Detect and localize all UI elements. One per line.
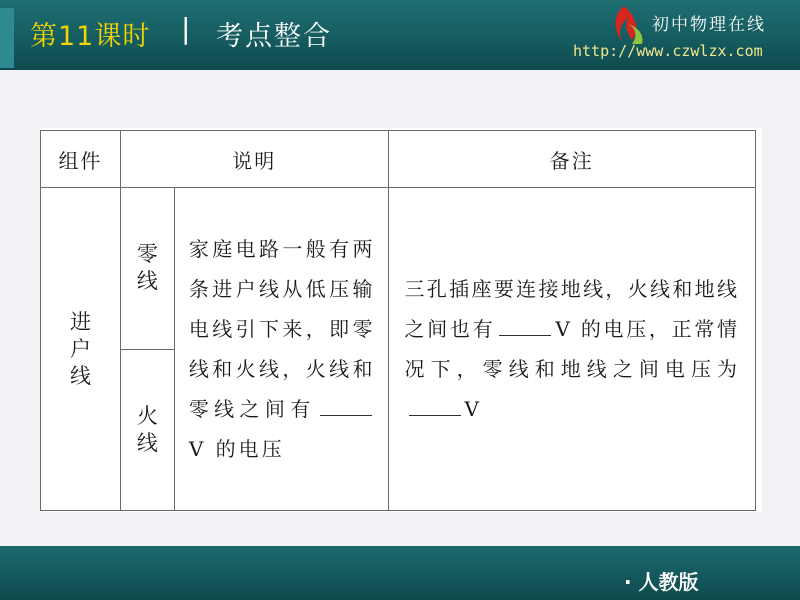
header-component: 组件 — [41, 131, 121, 188]
header-accent-stripe — [0, 8, 14, 68]
note-cell — [388, 188, 755, 511]
row-label-live: 火线 — [136, 403, 158, 455]
fill-blank — [499, 317, 551, 336]
note-text-2: V 的电压，正常情况下，零线和地线之间电压为 — [404, 317, 739, 381]
group-label: 进户线 — [69, 309, 91, 388]
description-unit: V 的电压 — [188, 437, 285, 461]
site-name: 初中物理在线 — [652, 15, 766, 35]
note-text-3: V — [464, 397, 481, 421]
row-label-neutral: 零线 — [136, 242, 158, 294]
note-text-1: 三孔插座要连接地线，火线和地线之间也有 — [404, 277, 739, 341]
row-name-cell — [120, 188, 174, 350]
description-cell — [174, 188, 388, 511]
edition-label: · 人教版 — [624, 570, 699, 594]
table-header-row — [41, 131, 756, 188]
lesson-number: 第11课时 — [30, 21, 151, 52]
flame-logo-icon — [602, 2, 646, 46]
site-url[interactable]: http://www.czwlzx.com — [573, 42, 763, 60]
fill-blank — [320, 397, 372, 416]
fill-blank — [409, 397, 461, 416]
header-note: 备注 — [388, 131, 755, 188]
knowledge-table — [40, 130, 756, 511]
section-title: 考点整合 — [216, 21, 332, 52]
table-row — [41, 188, 756, 350]
row-name-cell — [120, 349, 174, 511]
title-separator: | — [181, 12, 191, 45]
group-cell — [41, 188, 121, 511]
header-bar — [0, 0, 800, 70]
header-description: 说明 — [120, 131, 388, 188]
description-text: 家庭电路一般有两条进户线从低压输电线引下来，即零线和火线，火线和零线之间有 — [188, 237, 376, 421]
